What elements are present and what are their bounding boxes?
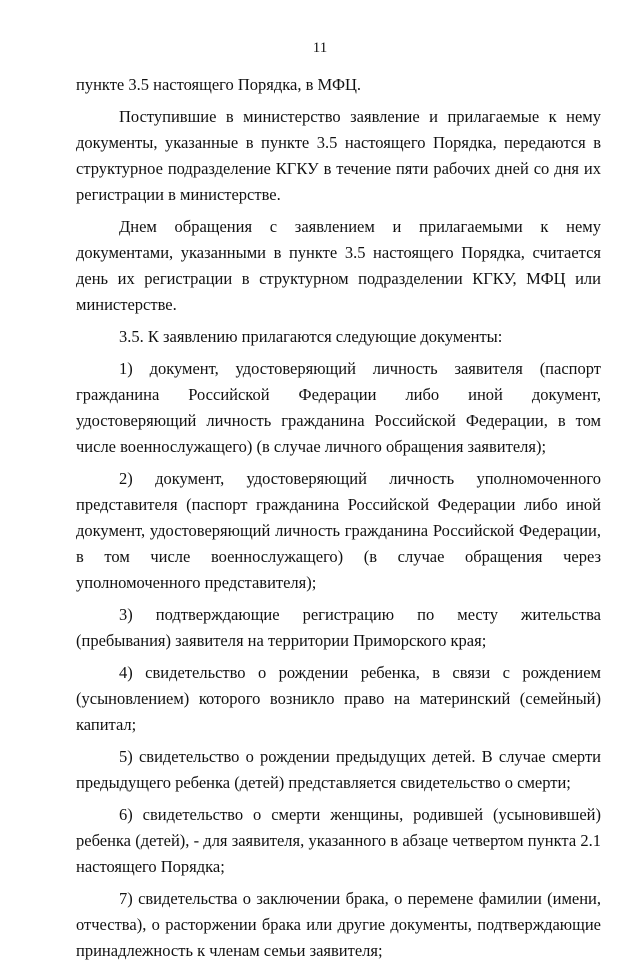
list-item-6: 6) свидетельство о смерти женщины, родившей (усыновившей) ребенка (детей), - для заявителя, указанного в абзаце четвертом пункта 2.1 настоящего Порядка; (76, 805, 601, 876)
paragraph-continuation: пункте 3.5 настоящего Порядка, в МФЦ. (76, 75, 362, 94)
list-item-3: 3) подтверждающие регистрацию по месту жительства (пребывания) заявителя на территории Приморского края; (76, 605, 601, 650)
list-item-2: 2) документ, удостоверяющий личность уполномоченного представителя (паспорт гражданина Российской Федерации либо иной документ, удостоверяющий личность гражданина Российской Федерации, в том числе военнослужащего) (в случае обращения через уполномоченного представителя); (76, 469, 601, 592)
paragraph-section-3-5-heading: 3.5. К заявлению прилагаются следующие документы: (119, 327, 503, 346)
list-item-5: 5) свидетельство о рождении предыдущих детей. В случае смерти предыдущего ребенка (детей) представляется свидетельство о смерти; (76, 747, 601, 792)
document-body (76, 72, 601, 970)
paragraph-application-date: Днем обращения с заявлением и прилагаемыми к нему документами, указанными в пункте 3.5 настоящего Порядка, считается день их регистрации в структурном подразделении КГКУ, МФЦ или министерстве. (76, 217, 601, 314)
page-number: 11 (312, 40, 328, 56)
list-item-7: 7) свидетельства о заключении брака, о перемене фамилии (имени, отчества), о расторжении брака или другие документы, подтверждающие принадлежность к членам семьи заявителя; (76, 889, 601, 960)
paragraph-documents-transfer: Поступившие в министерство заявление и прилагаемые к нему документы, указанные в пункте 3.5 настоящего Порядка, передаются в структурное подразделение КГКУ в течение пяти рабочих дней со дня их регистрации в министерстве. (76, 107, 601, 204)
list-item-4: 4) свидетельство о рождении ребенка, в связи с рождением (усыновлением) которого возникло право на материнский (семейный) капитал; (76, 663, 601, 734)
list-item-1: 1) документ, удостоверяющий личность заявителя (паспорт гражданина Российской Федерации либо иной документ, удостоверяющий личность гражданина Российской Федерации, в том числе военнослужащего) (в случае личного обращения заявителя); (76, 359, 601, 456)
